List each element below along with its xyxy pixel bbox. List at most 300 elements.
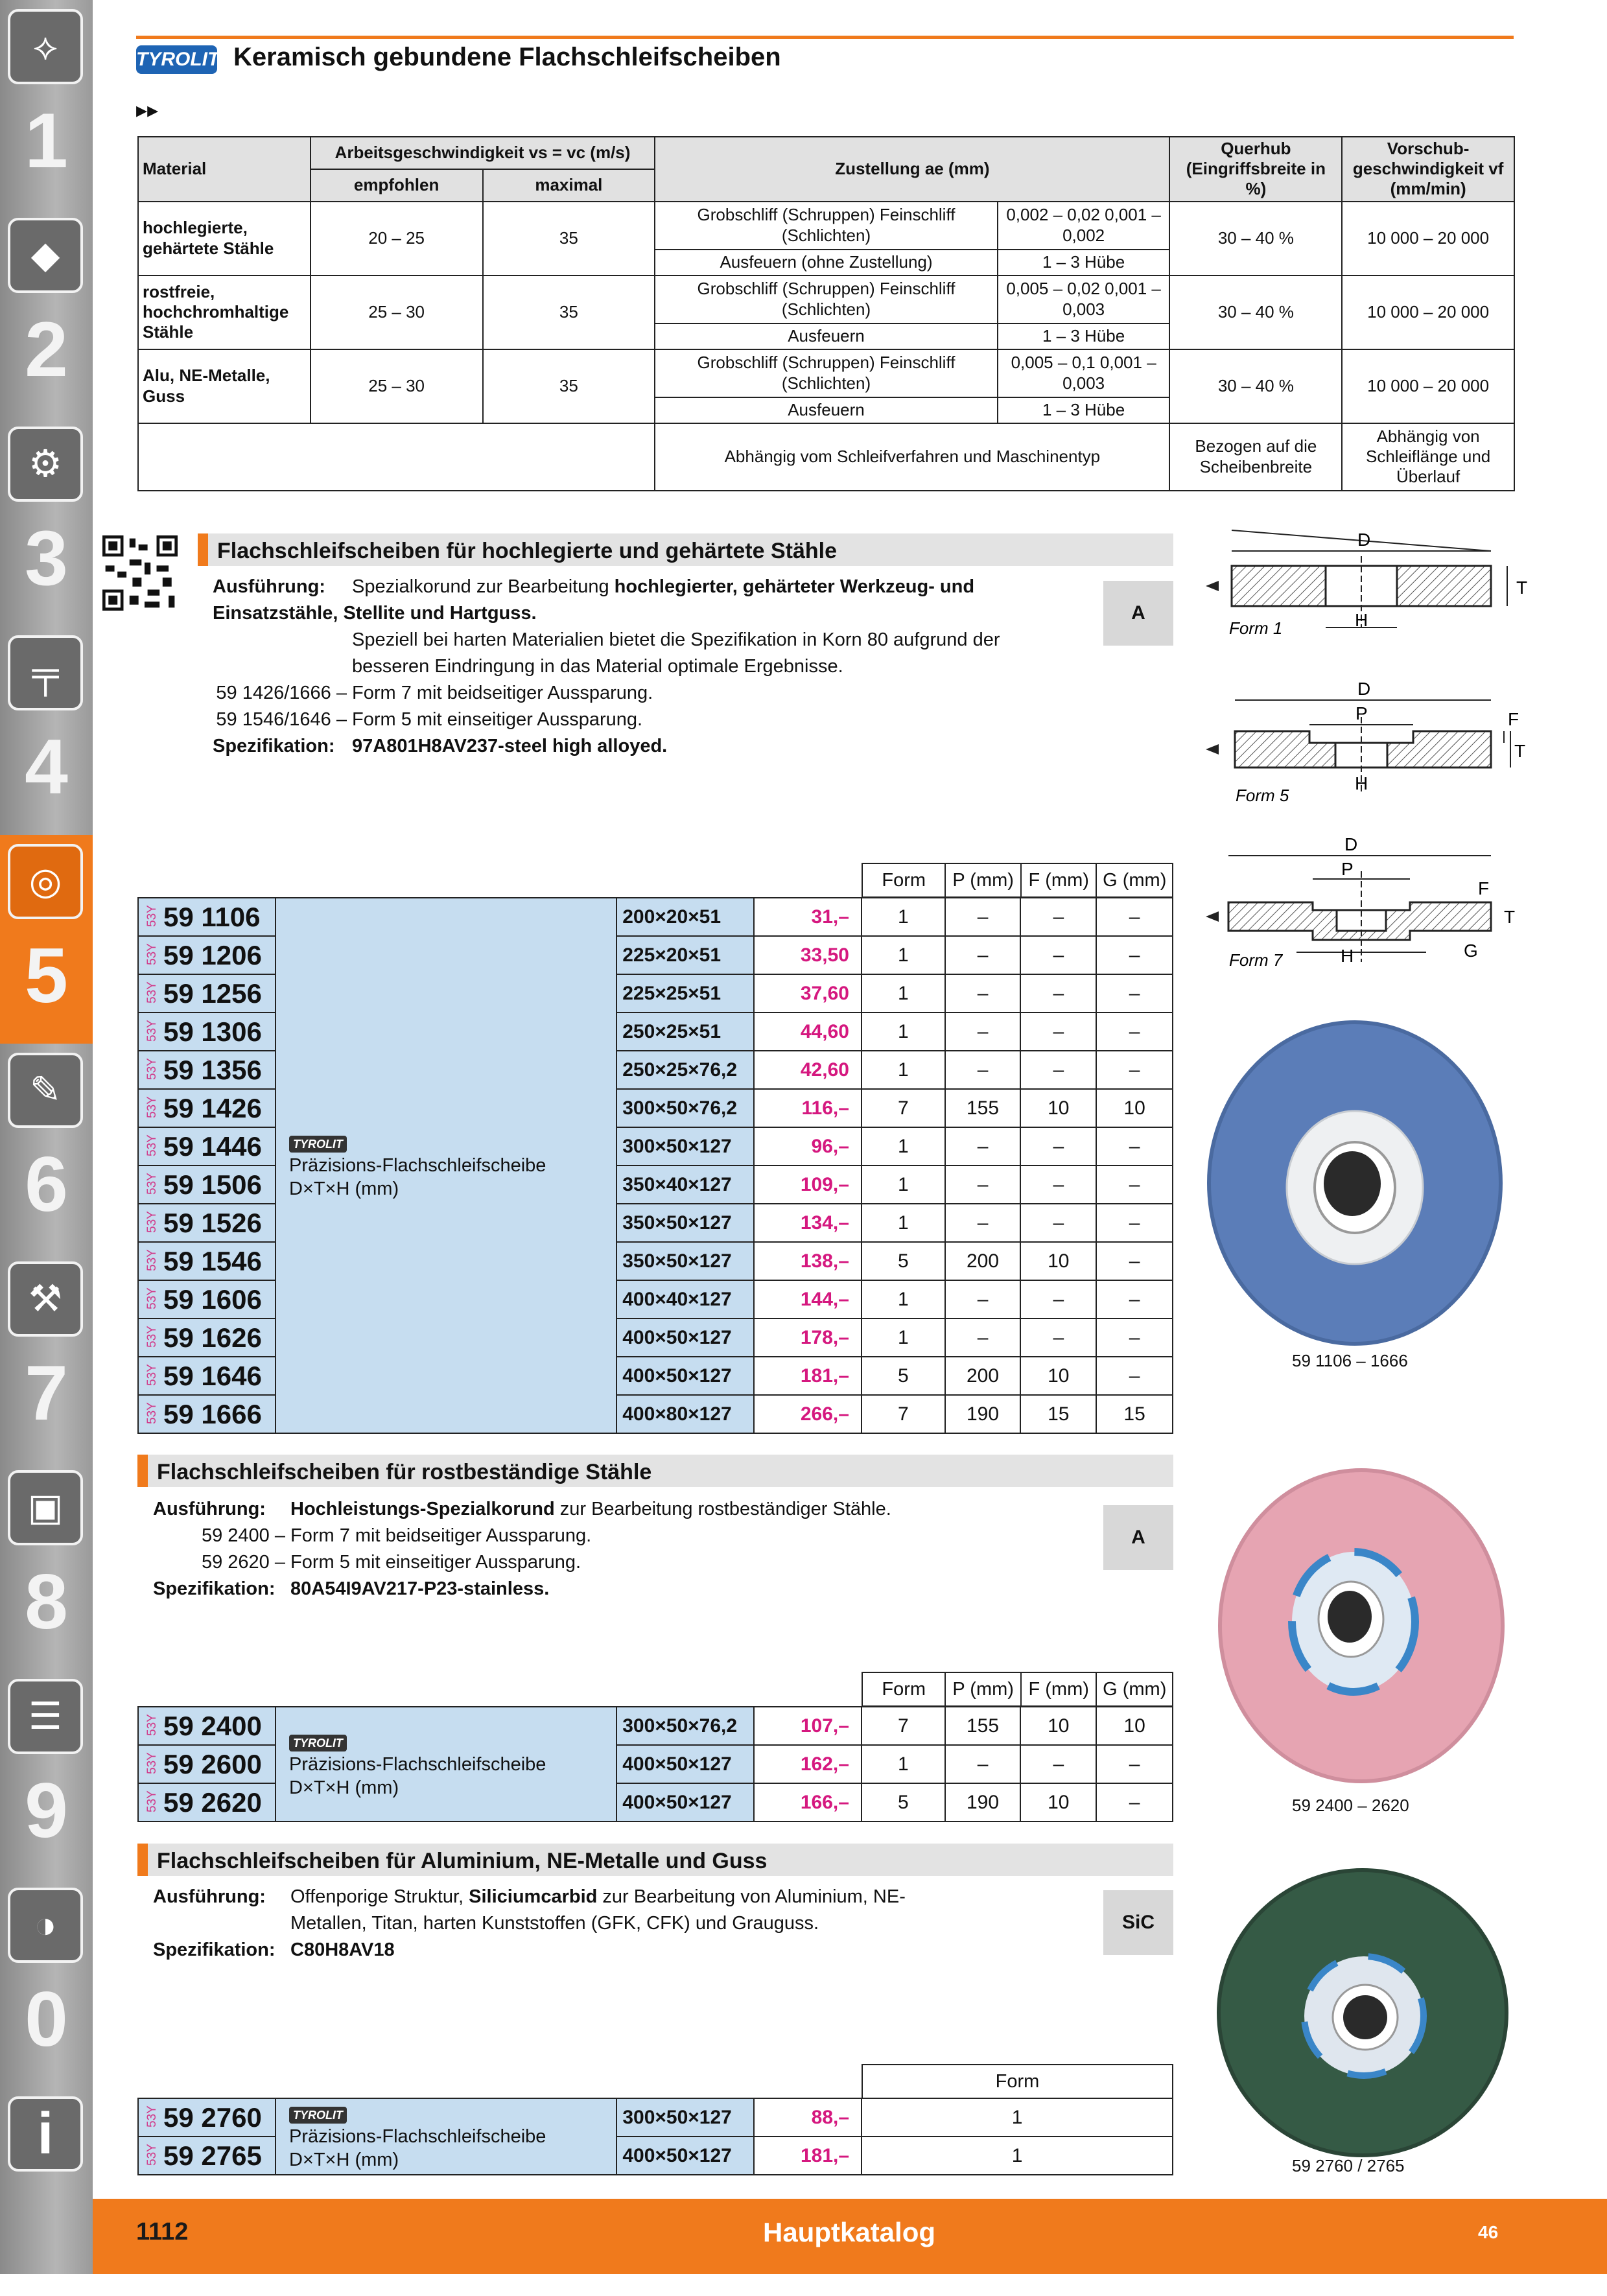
querhub-cell: 30 – 40 % (1169, 275, 1342, 349)
header-maximal: maximal (483, 169, 655, 202)
header-material: Material (138, 137, 311, 202)
catalog-tag: 53Y (145, 2105, 159, 2128)
form7-label: Form 7 (1229, 950, 1283, 970)
col-form: Form (862, 1672, 945, 1706)
article-number-cell[interactable] (138, 1318, 276, 1357)
article-number-cell[interactable] (138, 1707, 276, 1745)
f-cell: – (1020, 974, 1096, 1013)
g-cell: – (1096, 1745, 1173, 1783)
dim-g: G (1464, 941, 1478, 961)
f-cell: 10 (1020, 1707, 1096, 1745)
price-cell: 33,50 (754, 936, 862, 974)
price-cell: 162,– (754, 1745, 862, 1783)
col-form: Form (862, 863, 945, 897)
section3-bar (137, 1844, 1173, 1876)
mini-brand-logo: TYROLIT (289, 1136, 347, 1153)
ausfeuern-cell: Ausfeuern (655, 323, 997, 349)
dimension-cell: 400×50×127 (616, 2137, 754, 2175)
speed-recommended: 25 – 30 (311, 275, 483, 349)
col-form: Form (862, 2065, 1173, 2098)
label-spezifikation: Spezifikation: (153, 1939, 276, 1960)
f-cell: – (1020, 1280, 1096, 1318)
article-number: 59 1306 (163, 1016, 262, 1047)
article-number-cell[interactable] (138, 1051, 276, 1089)
article-number: 59 1606 (163, 1283, 262, 1315)
product-row[interactable] (138, 2098, 1173, 2137)
price-cell: 144,– (754, 1280, 862, 1318)
continuation-arrows: ▸▸ (136, 98, 159, 123)
chapter-number: 6 (25, 1141, 68, 1228)
chapter-tab-2[interactable] (0, 209, 93, 417)
speed-recommended: 25 – 30 (311, 349, 483, 423)
g-cell: – (1096, 1783, 1173, 1822)
catalog-tag: 53Y (145, 1134, 159, 1157)
ausfeuern-value: 1 – 3 Hübe (998, 250, 1170, 275)
section3-title: Flachschleifscheiben für Aluminium, NE-Metalle und Guss (157, 1849, 768, 1873)
p-cell: 200 (945, 1242, 1021, 1280)
f-cell: – (1020, 898, 1096, 936)
catalog-tag: 53Y (145, 1020, 159, 1042)
speed-max: 35 (483, 202, 655, 275)
header-vorschub: Vorschub-geschwindigkeit vf (mm/min) (1342, 137, 1514, 202)
operation-cell: Grobschliff (Schruppen) Feinschliff (Schlichten) (655, 349, 997, 397)
col-g: G (mm) (1096, 863, 1173, 897)
querhub-cell: 30 – 40 % (1169, 202, 1342, 275)
f-cell: – (1020, 1166, 1096, 1204)
article-number: 59 2760 (163, 2102, 262, 2133)
f-cell: – (1020, 936, 1096, 974)
article-number-cell[interactable] (138, 1357, 276, 1395)
dim-d: D (1344, 834, 1358, 854)
dimension-cell: 250×25×76,2 (616, 1051, 754, 1089)
operation-value: 0,002 – 0,02 0,001 – 0,002 (998, 202, 1170, 250)
section2-column-headers (862, 1672, 1173, 1707)
p-cell: – (945, 898, 1021, 936)
cabinet-icon: ☰ (8, 1679, 83, 1754)
article-number: 59 2620 (163, 1786, 262, 1818)
header-speed: Arbeitsgeschwindigkeit vs = vc (m/s) (311, 137, 655, 169)
p-cell: – (945, 1318, 1021, 1357)
p-cell: – (945, 974, 1021, 1013)
section2-products-table (137, 1706, 1173, 1822)
p-cell: – (945, 1204, 1021, 1242)
caliper-icon: ╤ (8, 635, 83, 710)
f-cell: 10 (1020, 1783, 1096, 1822)
code-a: 59 2400 – (201, 1525, 285, 1546)
form-cell: 1 (862, 1204, 945, 1242)
mini-brand-logo: TYROLIT (289, 2107, 347, 2124)
blue-grinding-wheel-image (1206, 1018, 1504, 1348)
section1-description (213, 574, 1075, 760)
chapter-tab-8[interactable] (0, 1461, 93, 1670)
article-number-cell[interactable] (138, 1280, 276, 1318)
article-number-cell[interactable] (138, 1127, 276, 1166)
vorschub-cell: 10 000 – 20 000 (1342, 275, 1514, 349)
dim-t: T (1516, 578, 1528, 598)
article-number: 59 1506 (163, 1169, 262, 1200)
dimension-cell: 200×20×51 (616, 898, 754, 936)
price-cell: 166,– (754, 1783, 862, 1822)
section1-products-table (137, 897, 1173, 1434)
chapter-number: 0 (25, 1976, 68, 2063)
speed-recommended: 20 – 25 (311, 202, 483, 275)
article-number-cell[interactable] (138, 2137, 276, 2175)
dim-h: H (1341, 946, 1354, 966)
dim-p: P (1355, 703, 1368, 723)
article-number: 59 1106 (163, 901, 261, 932)
section3-products-table (137, 2098, 1173, 2175)
label-ausfuehrung: Ausführung: (153, 1886, 266, 1907)
chapter-number: 3 (25, 515, 68, 602)
article-number: 59 1356 (163, 1054, 262, 1085)
dim-t: T (1514, 741, 1526, 761)
g-cell: – (1096, 936, 1173, 974)
label-ausfuehrung: Ausführung: (213, 576, 325, 597)
section1-bar (198, 533, 1173, 566)
dimension-cell: 225×20×51 (616, 936, 754, 974)
g-cell: – (1096, 898, 1173, 936)
code-a-text: Form 7 mit beidseitiger Aussparung. (290, 1525, 592, 1546)
article-number: 59 1446 (163, 1130, 262, 1162)
article-number: 59 1256 (163, 978, 262, 1009)
header-recommended: empfohlen (311, 169, 483, 202)
form-cell: 1 (862, 1013, 945, 1051)
price-cell: 44,60 (754, 1013, 862, 1051)
form-cell: 1 (862, 1280, 945, 1318)
price-cell: 116,– (754, 1089, 862, 1127)
dimension-cell: 400×50×127 (616, 1357, 754, 1395)
catalog-tag: 53Y (145, 1714, 159, 1737)
dim-d: D (1357, 679, 1371, 699)
material-cell: hochlegierte, gehärtete Stähle (138, 202, 311, 275)
catalog-tag: 53Y (145, 1173, 159, 1195)
g-cell: 15 (1096, 1395, 1173, 1433)
ausf-text: Offenporige Struktur, (290, 1886, 469, 1907)
brand-logo: TYROLIT (136, 45, 217, 74)
chapter-tab-7[interactable] (0, 1252, 93, 1461)
article-number: 59 1206 (163, 939, 262, 970)
section2-grain-badge: A (1103, 1505, 1173, 1570)
g-cell: 10 (1096, 1089, 1173, 1127)
dimension-cell: 350×50×127 (616, 1242, 754, 1280)
dim-d: D (1357, 530, 1371, 550)
p-cell: – (945, 1280, 1021, 1318)
col-p: P (mm) (945, 1672, 1021, 1706)
ausf-text: zur Bearbeitung rostbeständiger Stähle. (554, 1499, 891, 1519)
p-cell: 200 (945, 1357, 1021, 1395)
code-b-text: Form 5 mit einseitiger Aussparung. (290, 1552, 581, 1573)
price-cell: 88,– (754, 2098, 862, 2137)
operation-cell: Grobschliff (Schruppen) Feinschliff (Schlichten) (655, 202, 997, 250)
grinding-disc-icon: ◎ (8, 844, 83, 919)
catalog-tag: 53Y (145, 1249, 159, 1272)
g-cell: 10 (1096, 1707, 1173, 1745)
qr-code-icon[interactable] (102, 535, 178, 611)
ausf-bold: hochlegierter, gehärteter Werkzeug- und Einsatzstähle, Stellite und Hartguss. (213, 576, 975, 624)
chapter-number: 2 (25, 306, 68, 393)
article-number: 59 1646 (163, 1360, 262, 1391)
code-a: 59 1426/1666 – (216, 683, 347, 703)
section2-bar (137, 1455, 1173, 1487)
vorschub-cell: 10 000 – 20 000 (1342, 349, 1514, 423)
g-cell: – (1096, 1204, 1173, 1242)
dim-f: F (1478, 878, 1490, 898)
page-number: 1112 (136, 2218, 189, 2245)
operation-cell: Grobschliff (Schruppen) Feinschliff (Schlichten) (655, 275, 997, 323)
chapter-tab-4[interactable] (0, 626, 93, 835)
green-grinding-wheel-image (1214, 1867, 1512, 2159)
code-b: 59 2620 – (201, 1552, 285, 1573)
form-cell: 1 (862, 1051, 945, 1089)
header-rule (136, 36, 1514, 39)
article-number-cell[interactable] (138, 1089, 276, 1127)
price-cell: 109,– (754, 1166, 862, 1204)
note-feed: Abhängig vom Schleifverfahren und Maschinentyp (655, 423, 1169, 491)
price-cell: 266,– (754, 1395, 862, 1433)
section1-grain-badge: A (1103, 581, 1173, 646)
p-cell: – (945, 1013, 1021, 1051)
product-dimension-format: D×T×H (mm) (288, 1777, 399, 1798)
ausf-extra: Speziell bei harten Materialien bietet die Spezifikation in Korn 80 aufgrund der besseren Eindringung in das Material optimale Ergebnisse. (352, 629, 1000, 677)
toolbox-icon: ▣ (8, 1470, 83, 1545)
article-number: 59 2600 (163, 1748, 262, 1779)
form-cell: 5 (862, 1783, 945, 1822)
p-cell: 155 (945, 1707, 1021, 1745)
section2-ornament (137, 1455, 148, 1487)
speed-max: 35 (483, 275, 655, 349)
cutting-insert-icon: ◆ (8, 218, 83, 293)
g-cell: – (1096, 1280, 1173, 1318)
note-empty (138, 423, 655, 491)
dimension-cell: 400×50×127 (616, 1318, 754, 1357)
f-cell: – (1020, 1127, 1096, 1166)
chapter-number: 5 (25, 932, 68, 1019)
article-number-cell[interactable] (138, 1013, 276, 1051)
hammer-pliers-icon: ⚒ (8, 1261, 83, 1337)
p-cell: 190 (945, 1395, 1021, 1433)
params-row (138, 349, 1514, 397)
chapter-number: 8 (25, 1558, 68, 1645)
col-p: P (mm) (945, 863, 1021, 897)
header-feed: Zustellung ae (mm) (655, 137, 1169, 202)
code-b-text: Form 5 mit einseitiger Aussparung. (352, 709, 643, 730)
spec-text: 80A54I9AV217-P23-stainless. (290, 1578, 550, 1599)
price-cell: 178,– (754, 1318, 862, 1357)
price-cell: 37,60 (754, 974, 862, 1013)
catalog-tag: 53Y (145, 1058, 159, 1081)
price-cell: 138,– (754, 1242, 862, 1280)
green-wheel-caption: 59 2760 / 2765 (1292, 2156, 1405, 2175)
form-cell: 7 (862, 1089, 945, 1127)
material-cell: rostfreie, hochchromhaltige Stähle (138, 275, 311, 349)
ausf-bold: Hochleistungs-Spezialkorund (290, 1499, 555, 1519)
price-cell: 42,60 (754, 1051, 862, 1089)
price-cell: 107,– (754, 1707, 862, 1745)
col-f: F (mm) (1021, 1672, 1097, 1706)
section1-ornament (198, 533, 208, 566)
catalog-tag: 53Y (145, 1287, 159, 1310)
ausfeuern-cell: Ausfeuern (ohne Zustellung) (655, 250, 997, 275)
form-cell: 1 (862, 1127, 945, 1166)
col-g: G (mm) (1096, 1672, 1173, 1706)
form-cell: 7 (862, 1707, 945, 1745)
article-number: 59 1526 (163, 1207, 262, 1238)
dim-f: F (1508, 709, 1519, 729)
chapter-number: 1 (25, 97, 68, 184)
info-icon: i (8, 2096, 83, 2172)
product-row[interactable] (138, 898, 1173, 936)
catalog-name: Hauptkatalog (762, 2217, 936, 2247)
article-number-cell[interactable] (138, 1745, 276, 1783)
form1-drawing (1199, 530, 1528, 644)
price-cell: 181,– (754, 1357, 862, 1395)
parameters-table (137, 136, 1515, 491)
chapter-number: 4 (25, 723, 68, 810)
dimension-cell: 300×50×127 (616, 2098, 754, 2137)
chapter-number: 7 (25, 1350, 68, 1436)
f-cell: – (1020, 1204, 1096, 1242)
dimension-cell: 400×50×127 (616, 1783, 754, 1822)
catalog-tag: 53Y (145, 1752, 159, 1775)
form-cell: 5 (862, 1242, 945, 1280)
article-number-cell[interactable] (138, 1166, 276, 1204)
product-row[interactable] (138, 1707, 1173, 1745)
p-cell: – (945, 936, 1021, 974)
note-vorschub: Abhängig von Schleiflänge und Überlauf (1342, 423, 1514, 491)
article-number-cell[interactable] (138, 974, 276, 1013)
chapter-tab-6[interactable] (0, 1044, 93, 1252)
vorschub-cell: 10 000 – 20 000 (1342, 202, 1514, 275)
article-number: 59 1666 (163, 1398, 262, 1429)
p-cell: 190 (945, 1783, 1021, 1822)
catalog-tag: 53Y (145, 1211, 159, 1234)
f-cell: – (1020, 1013, 1096, 1051)
footer-page-index: 46 (1478, 2222, 1499, 2242)
article-number-cell[interactable] (138, 1204, 276, 1242)
article-number: 59 1426 (163, 1092, 262, 1123)
catalog-tag: 53Y (145, 1790, 159, 1813)
chapter-tab-3[interactable] (0, 417, 93, 626)
p-cell: – (945, 1166, 1021, 1204)
section1-column-headers (862, 863, 1173, 898)
operation-value: 0,005 – 0,1 0,001 – 0,003 (998, 349, 1170, 397)
f-cell: 10 (1020, 1089, 1096, 1127)
label-spezifikation: Spezifikation: (213, 736, 335, 756)
f-cell: 10 (1020, 1357, 1096, 1395)
chapter-tab-i[interactable] (0, 2087, 93, 2296)
catalog-tag: 53Y (145, 943, 159, 966)
product-description (276, 898, 616, 1433)
chapter-tab-1[interactable] (0, 0, 93, 209)
f-cell: 15 (1020, 1395, 1096, 1433)
dimension-cell: 400×80×127 (616, 1395, 754, 1433)
article-number-cell[interactable] (138, 936, 276, 974)
dim-h: H (1355, 773, 1368, 793)
dim-h: H (1355, 610, 1368, 630)
p-cell: 155 (945, 1089, 1021, 1127)
article-number-cell[interactable] (138, 1242, 276, 1280)
price-cell: 181,– (754, 2137, 862, 2175)
dim-p: P (1341, 859, 1354, 879)
price-cell: 96,– (754, 1127, 862, 1166)
catalog-tag: 53Y (145, 1326, 159, 1348)
section3-grain-badge: SiC (1103, 1890, 1173, 1955)
article-number-cell[interactable] (138, 1783, 276, 1822)
g-cell: – (1096, 1242, 1173, 1280)
spec-text: 97A801H8AV237-steel high alloyed. (352, 736, 668, 756)
section2-title: Flachschleifscheiben für rostbeständige Stähle (157, 1460, 652, 1484)
chapter-number: 9 (25, 1767, 68, 1854)
form-cell: 5 (862, 1357, 945, 1395)
blue-wheel-caption: 59 1106 – 1666 (1292, 1351, 1408, 1370)
p-cell: – (945, 1745, 1021, 1783)
header-querhub: Querhub (Eingriffsbreite in %) (1169, 137, 1342, 202)
dimension-cell: 350×40×127 (616, 1166, 754, 1204)
price-cell: 31,– (754, 898, 862, 936)
form5-label: Form 5 (1236, 786, 1289, 805)
form-cell: 1 (862, 2137, 1173, 2175)
mini-brand-logo: TYROLIT (289, 1735, 347, 1751)
form-cell: 1 (862, 1745, 945, 1783)
chapter-tab-9[interactable] (0, 1670, 93, 1879)
speed-max: 35 (483, 349, 655, 423)
note-querhub: Bezogen auf die Scheibenbreite (1169, 423, 1342, 491)
catalog-tag: 53Y (145, 981, 159, 1004)
form-cell: 1 (862, 1166, 945, 1204)
article-number-cell[interactable] (138, 898, 276, 936)
f-cell: – (1020, 1745, 1096, 1783)
dimension-cell: 300×50×76,2 (616, 1707, 754, 1745)
article-number: 59 2400 (163, 1710, 262, 1741)
code-b: 59 1546/1646 – (216, 709, 347, 730)
article-number-cell[interactable] (138, 1395, 276, 1433)
article-number: 59 1546 (163, 1245, 262, 1276)
chapter-tab-0[interactable] (0, 1879, 93, 2087)
drill-bit-icon: ⟡ (8, 9, 83, 84)
p-cell: – (945, 1127, 1021, 1166)
dimension-cell: 300×50×76,2 (616, 1089, 754, 1127)
p-cell: – (945, 1051, 1021, 1089)
product-description (276, 2098, 616, 2175)
article-number: 59 1626 (163, 1322, 262, 1353)
params-row (138, 275, 1514, 323)
product-name: Präzisions-Flachschleifscheibe (288, 1155, 546, 1176)
catalog-tag: 53Y (145, 1402, 159, 1425)
form-cell: 1 (862, 1318, 945, 1357)
f-cell: – (1020, 1051, 1096, 1089)
g-cell: – (1096, 974, 1173, 1013)
section3-ornament (137, 1844, 148, 1876)
price-cell: 134,– (754, 1204, 862, 1242)
pink-wheel-caption: 59 2400 – 2620 (1292, 1796, 1409, 1815)
ausfeuern-value: 1 – 3 Hübe (998, 323, 1170, 349)
label-spezifikation: Spezifikation: (153, 1578, 276, 1599)
spec-text: C80H8AV18 (290, 1939, 395, 1960)
form5-drawing (1199, 678, 1526, 808)
g-cell: – (1096, 1127, 1173, 1166)
wrench-icon: ✎ (8, 1053, 83, 1128)
form-cell: 1 (862, 974, 945, 1013)
chapter-tab-5[interactable] (0, 835, 93, 1044)
catalog-tag: 53Y (145, 2144, 159, 2166)
product-dimension-format: D×T×H (mm) (288, 2150, 399, 2170)
article-number-cell[interactable] (138, 2098, 276, 2137)
section1-title: Flachschleifscheiben für hochlegierte und gehärtete Stähle (217, 539, 838, 563)
f-cell: 10 (1020, 1242, 1096, 1280)
catalog-tag: 53Y (145, 1364, 159, 1387)
g-cell: – (1096, 1013, 1173, 1051)
section3-description (153, 1884, 1080, 1963)
